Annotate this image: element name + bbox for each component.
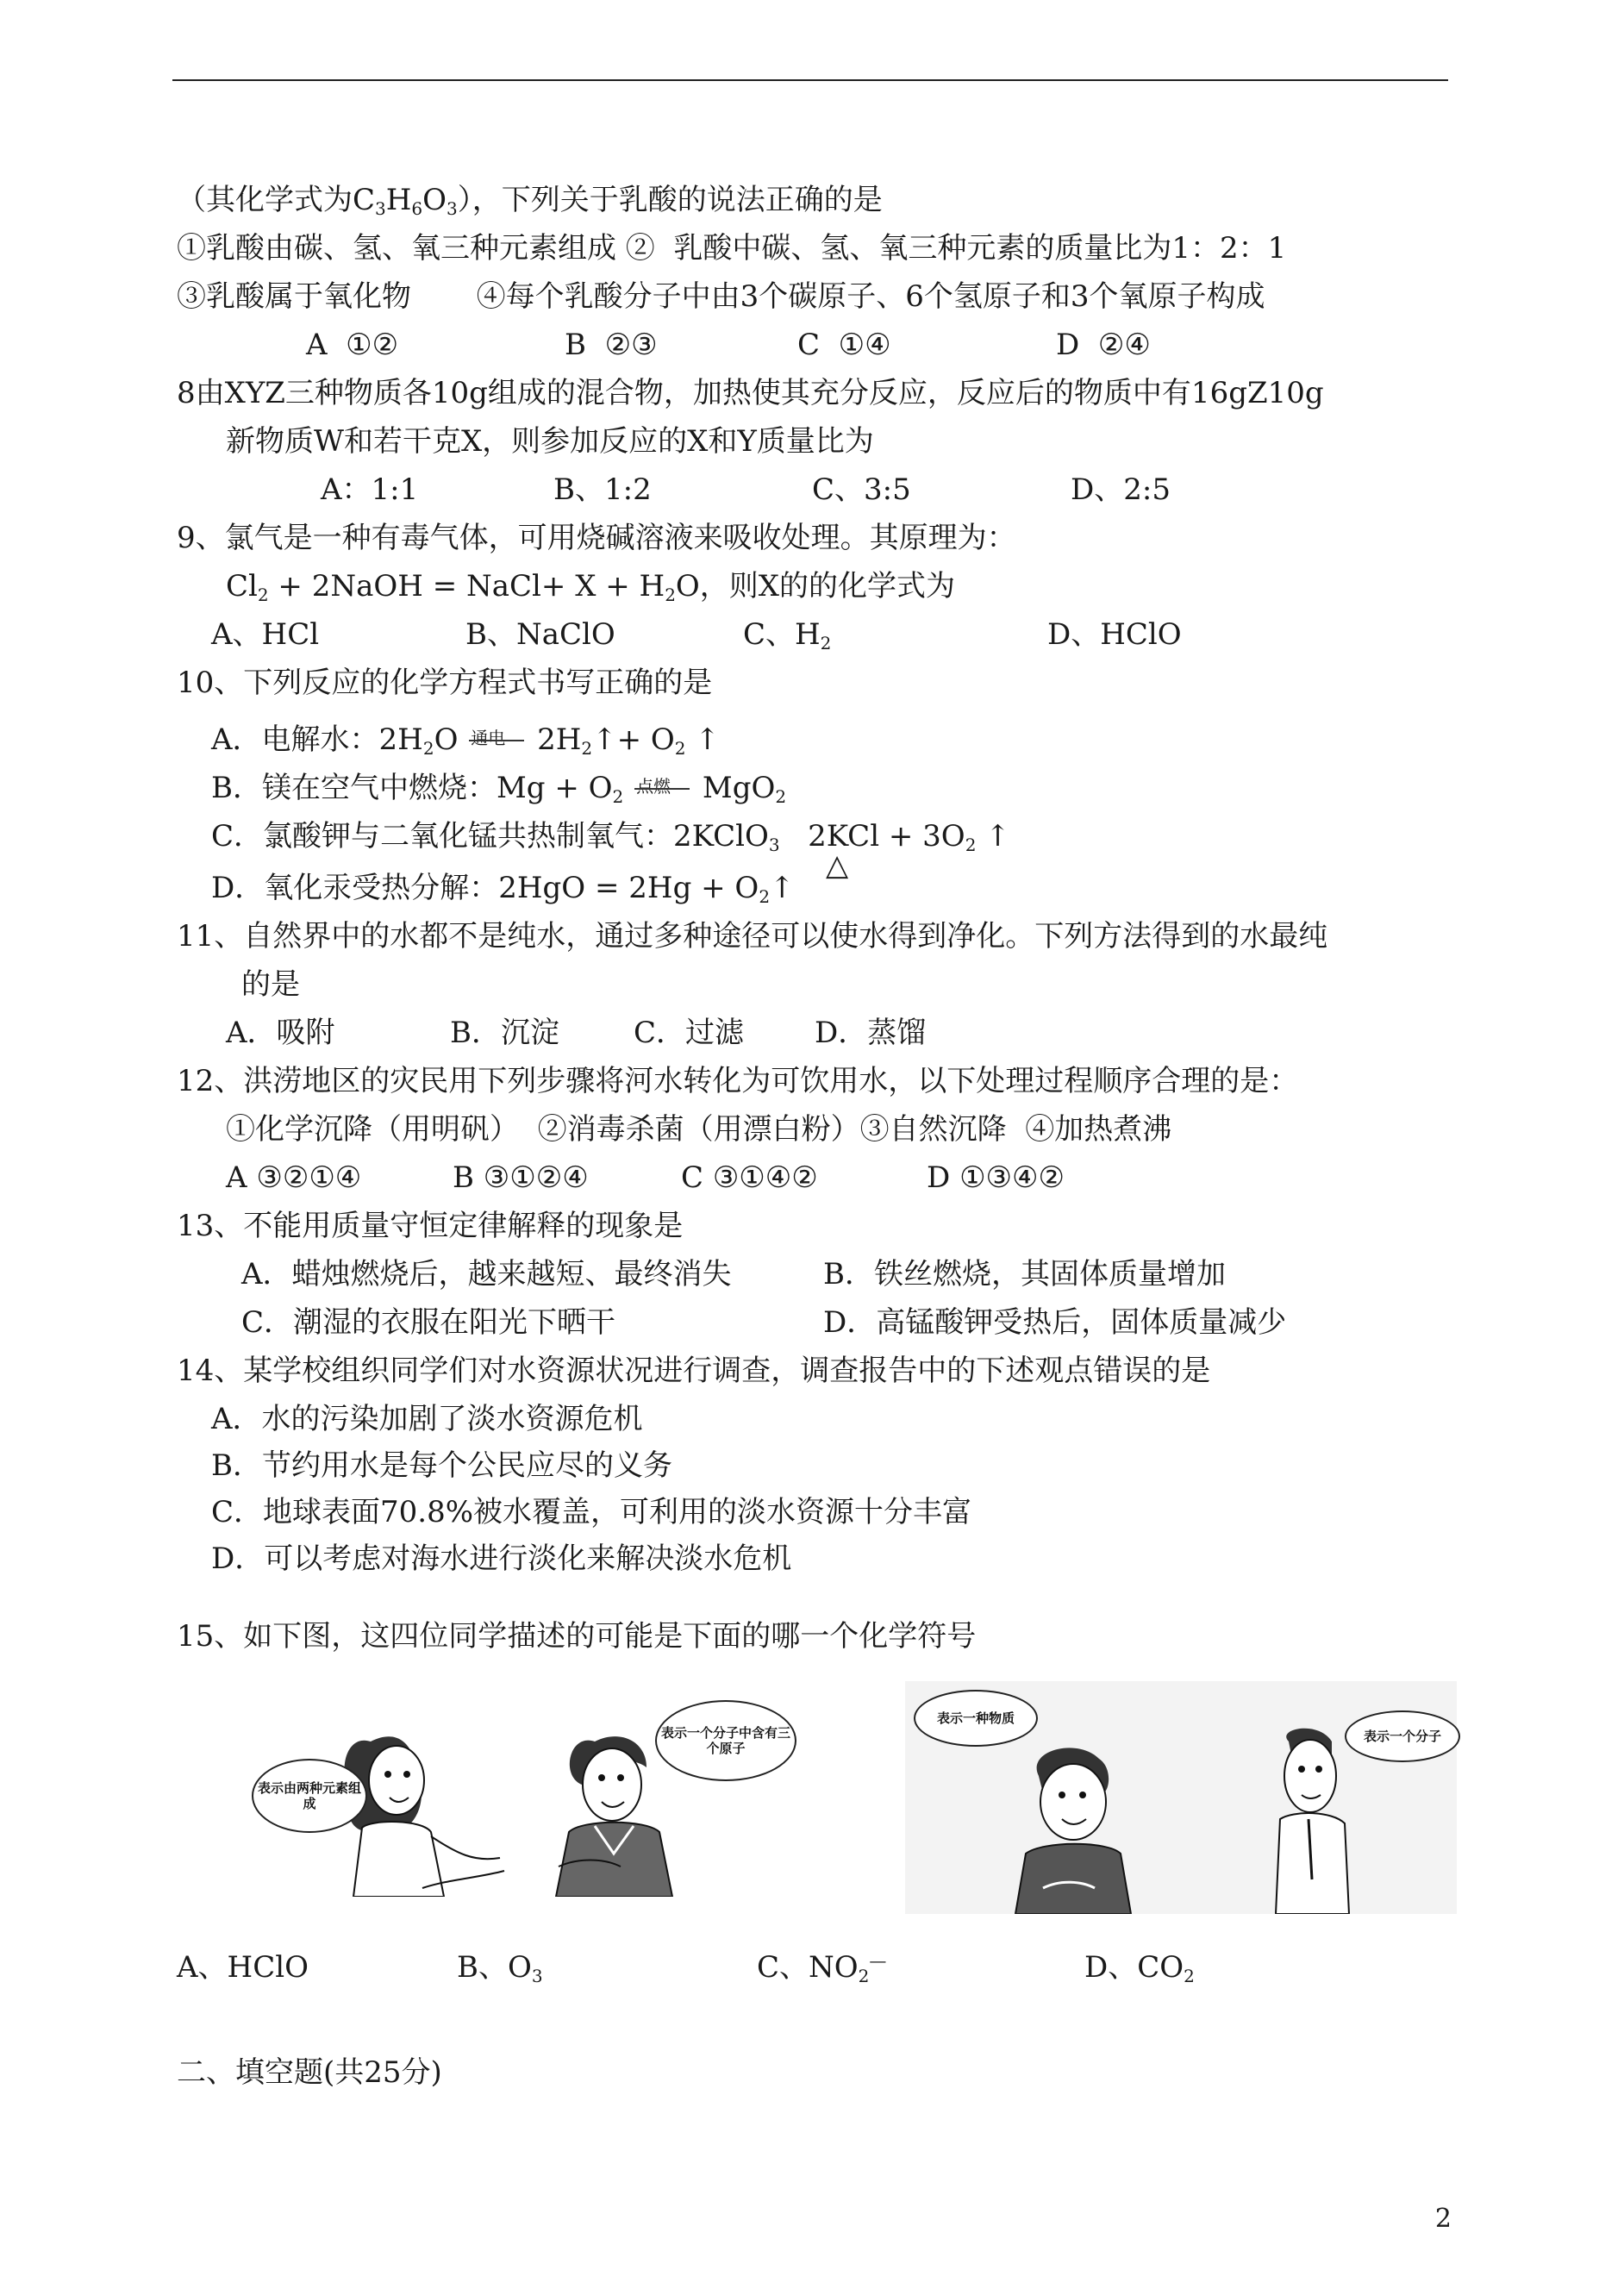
q12-option-d: D ①③④②	[927, 1160, 1065, 1195]
q15-option-b: B、$O_3$	[457, 1950, 543, 1986]
q7-statement-line-1: ①乳酸由碳、氢、氧三种元素组成 ② 乳酸中碳、氢、氧三种元素的质量比为1：2：1	[177, 231, 1287, 266]
q15-option-a: A、HClO	[177, 1950, 309, 1985]
q11-stem-line-1: 11、自然界中的水都不是纯水，通过多种途径可以使水得到净化。下列方法得到的水最纯	[177, 919, 1328, 954]
speech-bubble-3: 表示一种物质	[914, 1690, 1038, 1747]
q8-option-c: C、3:5	[812, 472, 911, 507]
q14-option-c: C．地球表面70.8%被水覆盖，可利用的淡水资源十分丰富	[211, 1495, 972, 1529]
q11-option-a: A．吸附	[226, 1016, 335, 1050]
q9-option-a: A、HCl	[211, 617, 320, 652]
q11-option-b: B．沉淀	[450, 1016, 559, 1050]
q15-option-c: C、$NO_2^—$	[757, 1950, 887, 1986]
q12-option-a: A ③②①④	[226, 1160, 362, 1195]
q13-option-d: D．高锰酸钾受热后，固体质量减少	[823, 1305, 1287, 1340]
q10-option-b: B．镁在空气中燃烧：$Mg + O_2$ 点燃 MgO$_2$	[211, 771, 787, 807]
header-rule	[172, 79, 1448, 81]
q8-stem-line-2: 新物质W和若干克X，则参加反应的X和Y质量比为	[226, 424, 874, 459]
q9-option-c: C、$H_2$	[743, 617, 832, 653]
q10-option-a: A．电解水：$2H_2O$ 通电 $2H_2↑+ O_2$ ↑	[211, 722, 720, 759]
q8-option-b: B、1:2	[553, 472, 652, 507]
q8-option-a: A：1:1	[321, 472, 419, 507]
q12-option-b: B ③①②④	[453, 1160, 589, 1195]
q10-option-c: C．氯酸钾与二氧化锰共热制氧气：2KClO$_3$ $2KCl + 3O_2$ ↑	[211, 819, 1010, 855]
heat-triangle-icon: △	[826, 848, 849, 883]
page-number: 2	[1434, 2204, 1452, 2234]
q9-option-d: D、HClO	[1047, 617, 1182, 652]
reaction-condition-ignition: 点燃	[633, 771, 693, 805]
q12-stem: 12、洪涝地区的灾民用下列步骤将河水转化为可饮用水，以下处理过程顺序合理的是：	[177, 1064, 1299, 1098]
q7-option-b: B ②③	[565, 328, 658, 362]
q14-option-b: B．节约用水是每个公民应尽的义务	[211, 1448, 672, 1483]
q9-stem: 9、氯气是一种有毒气体，可用烧碱溶液来吸收处理。其原理为：	[177, 521, 1016, 555]
q11-stem-line-2: 的是	[241, 967, 300, 1002]
q15-stem: 15、如下图，这四位同学描述的可能是下面的哪一个化学符号	[177, 1619, 977, 1654]
q7-option-d: D ②④	[1056, 328, 1151, 362]
q7-statement-line-2: ③乳酸属于氧化物 ④每个乳酸分子中由3个碳原子、6个氢原子和3个氧原子构成	[177, 279, 1265, 314]
q9-option-b: B、NaClO	[465, 617, 615, 652]
q14-stem: 14、某学校组织同学们对水资源状况进行调查，调查报告中的下述观点错误的是	[177, 1354, 1211, 1388]
q14-option-d: D．可以考虑对海水进行淡化来解决淡水危机	[211, 1541, 792, 1576]
speech-bubble-2: 表示一个分子中含有三个原子	[655, 1700, 796, 1781]
reaction-condition-electrolysis: 通电	[467, 722, 528, 757]
q8-stem-line-1: 8由XYZ三种物质各10g组成的混合物，加热使其充分反应，反应后的物质中有16gZ10g	[177, 376, 1324, 410]
q14-option-a: A．水的污染加剧了淡水资源危机	[211, 1402, 643, 1436]
q8-option-d: D、2:5	[1071, 472, 1171, 507]
q11-option-d: D．蒸馏	[815, 1016, 927, 1050]
q15-option-d: D、$CO_2$	[1084, 1950, 1195, 1986]
q10-option-d: D．氧化汞受热分解：$2HgO = 2Hg + O_2↑$	[211, 871, 795, 907]
q13-option-b: B．铁丝燃烧，其固体质量增加	[823, 1257, 1226, 1291]
q13-stem: 13、不能用质量守恒定律解释的现象是	[177, 1209, 684, 1243]
q13-option-c: C．潮湿的衣服在阳光下晒干	[241, 1305, 616, 1340]
q7-stem: （其化学式为$C_3H_6O_3$），下列关于乳酸的说法正确的是	[177, 183, 883, 219]
q11-option-c: C．过滤	[634, 1016, 745, 1050]
q7-option-a: A ①②	[306, 328, 399, 362]
q12-option-c: C ③①④②	[681, 1160, 818, 1195]
q12-steps: ①化学沉降（用明矾） ②消毒杀菌（用漂白粉）③自然沉降 ④加热煮沸	[226, 1112, 1172, 1147]
speech-bubble-4: 表示一个分子	[1345, 1710, 1460, 1762]
q7-option-c: C ①④	[797, 328, 891, 362]
section-2-heading: 二、填空题(共25分)	[177, 2055, 442, 2090]
speech-bubble-1: 表示由两种元素组成	[252, 1759, 367, 1833]
q9-equation: $Cl_2$ + 2NaOH = NaCl+ $X + H_2O$，则X的的化学式为	[226, 569, 956, 605]
q10-stem: 10、下列反应的化学方程式书写正确的是	[177, 666, 713, 700]
q13-option-a: A．蜡烛燃烧后，越来越短、最终消失	[241, 1257, 732, 1291]
